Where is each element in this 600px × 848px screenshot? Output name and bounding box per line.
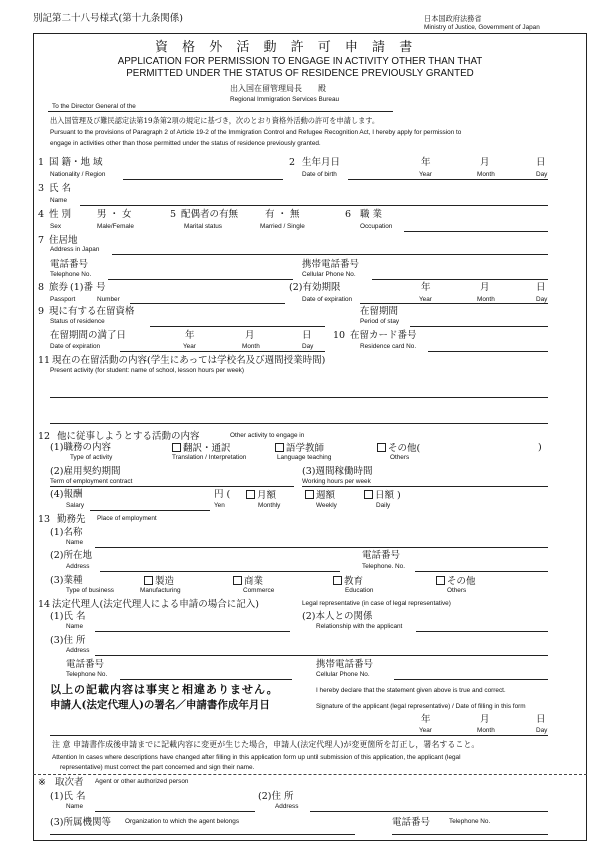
dob-month-en: Month: [477, 171, 495, 178]
occupation-en: Occupation: [360, 223, 393, 230]
employment-label: 勤務先: [57, 514, 86, 525]
emp-name-en: Name: [66, 539, 84, 546]
sex-options-en: Male/Female: [97, 223, 134, 230]
rep-cell-label: 携帯電話番号: [316, 659, 374, 670]
card-field[interactable]: [428, 351, 548, 352]
opt-language[interactable]: [275, 443, 324, 454]
rep-name-field[interactable]: [95, 631, 290, 632]
telephone-field[interactable]: [108, 279, 293, 280]
dob-year-jp: 年: [421, 157, 431, 168]
emp-tel-en: Telephone. No.: [362, 563, 405, 570]
period-en: Period of stay: [360, 318, 400, 325]
opt-monthly[interactable]: [246, 490, 276, 501]
opt1-label: 翻訳・通訳: [183, 443, 231, 454]
opt-weekly[interactable]: [305, 490, 335, 501]
declaration-en: I hereby declare that the statement given above is true and correct.: [316, 687, 506, 694]
marital-num: 5: [170, 209, 177, 220]
bureau-en: Regional Immigration Services Bureau: [230, 96, 340, 103]
rep-rel-en: Relationship with the applicant: [316, 623, 403, 630]
checkbox-commerce[interactable]: [233, 576, 242, 585]
daily-en: Daily: [376, 502, 391, 509]
bureau-jp: 出入国在留管理局長 殿: [230, 84, 326, 93]
agent-en: Agent or other authorized person: [95, 778, 189, 785]
sig-month-en: Month: [477, 727, 495, 734]
cellular-field[interactable]: [372, 279, 548, 280]
expiry-field[interactable]: [120, 351, 325, 352]
agent-name-field[interactable]: [95, 811, 255, 812]
emp-addr-field[interactable]: [100, 571, 340, 572]
signature-en: Signature of the applicant (legal representative) / Date of filling in this form: [316, 703, 526, 710]
opt1-en: Translation / Interpretation: [172, 454, 247, 461]
b4-label: その他: [447, 576, 476, 587]
name-field[interactable]: [80, 205, 548, 206]
checkbox-manufacturing[interactable]: [144, 576, 153, 585]
nationality-num: 1: [38, 157, 45, 168]
checkbox-weekly[interactable]: [305, 490, 314, 499]
title-en-1: APPLICATION FOR PERMISSION TO ENGAGE IN ACTIVITY OTHER THAN THAT: [117, 56, 483, 67]
b2-en: Commerce: [243, 587, 275, 594]
signature-jp: 申請人(法定代理人)の署名／申請書作成年月日: [50, 699, 270, 711]
pp-year-jp: 年: [421, 282, 431, 293]
b3-en: Education: [345, 587, 374, 594]
checkbox-translation[interactable]: [172, 443, 181, 452]
rep-addr-field[interactable]: [95, 655, 548, 656]
addressee-line: [48, 111, 393, 112]
card-num: 10: [333, 330, 346, 341]
emp-name-label: (1)名称: [50, 527, 83, 538]
dob-year-en: Year: [419, 171, 432, 178]
name-en: Name: [50, 197, 68, 204]
sex-options[interactable]: 男 ・ 女: [97, 209, 132, 220]
passport-number-en: Number: [97, 296, 120, 303]
exp-year-en: Year: [183, 343, 196, 350]
term-en: Term of employment contract: [50, 478, 133, 485]
dob-day-jp: 日: [536, 157, 546, 168]
legal-en: Legal representative (in case of legal representative): [302, 600, 451, 607]
ministry-en: Ministry of Justice, Government of Japan: [424, 24, 540, 31]
present-field-1[interactable]: [50, 397, 548, 398]
attention-en-2: representative) must correct the part concerned and sign their name.: [60, 764, 255, 771]
checkbox-language[interactable]: [275, 443, 284, 452]
expiry-en: Date of expiration: [50, 343, 101, 350]
opt2-label: 語学教師: [286, 443, 325, 454]
attention-jp: 注 意 申請書作成後申請までに記載内容に変更が生じた場合，申請人(法定代理人)が変更箇所を訂正し，署名すること。: [52, 740, 480, 749]
attention-en-1: Attention In cases where descriptions have changed after filling in this application form up until submission of this application, the applicant (legal: [52, 754, 461, 761]
emp-name-field[interactable]: [95, 547, 548, 548]
pp-day-jp: 日: [536, 282, 546, 293]
rep-tel-field[interactable]: [120, 679, 292, 680]
present-field-2[interactable]: [50, 423, 548, 424]
status-label: 現に有する在留資格: [49, 306, 135, 317]
status-num: 9: [38, 306, 45, 317]
exp-day-en: Day: [302, 343, 314, 350]
biz-manufacturing[interactable]: [144, 576, 174, 587]
agent-label: 取次者: [55, 777, 84, 788]
nationality-field[interactable]: [123, 179, 283, 180]
legal-label: 法定代理人(法定代理人による申請の場合に記入): [52, 599, 259, 610]
dob-label: 生年月日: [302, 157, 341, 168]
title-en-2: PERMITTED UNDER THE STATUS OF RESIDENCE PREVIOUSLY GRANTED: [126, 68, 474, 79]
biz-commerce[interactable]: [233, 576, 263, 587]
rep-addr-en: Address: [66, 647, 90, 654]
sig-day-en: Day: [536, 727, 548, 734]
nationality-en: Nationality / Region: [50, 171, 106, 178]
agent-name-label: (1)氏 名: [50, 791, 86, 802]
rep-rel-field[interactable]: [416, 631, 548, 632]
salary-en: Salary: [66, 502, 85, 509]
cellular-label: 携帯電話番号: [302, 259, 360, 270]
emp-tel-field[interactable]: [415, 571, 548, 572]
agent-addr-field[interactable]: [310, 811, 548, 812]
biz-label: (3)業種: [50, 575, 83, 586]
dob-en: Date of birth: [302, 171, 337, 178]
address-num: 7: [38, 235, 45, 246]
dob-num: 2: [289, 157, 296, 168]
nationality-label: 国 籍・地 域: [49, 157, 103, 168]
passport-number-label: (1)番 号: [70, 282, 106, 293]
opt3-en: Others: [390, 454, 410, 461]
passport-expiry-en: Date of expiration: [302, 296, 353, 303]
term-label: (2)雇用契約期間: [50, 466, 121, 477]
card-label: 在留カード番号: [350, 330, 417, 341]
marital-label: 配偶者の有無: [181, 209, 239, 220]
opt2-en: Language teaching: [277, 454, 332, 461]
form-number: 別記第二十八号様式(第十九条関係): [33, 13, 183, 24]
checkbox-others[interactable]: [377, 443, 386, 452]
exp-month-en: Month: [242, 343, 260, 350]
emp-tel-label: 電話番号: [362, 550, 401, 561]
agent-tel-field[interactable]: [392, 834, 548, 835]
checkbox-biz-others[interactable]: [436, 576, 445, 585]
opt-others[interactable]: [377, 443, 420, 454]
hours-en: Working hours per week: [302, 478, 371, 485]
passport-expiry-field[interactable]: [360, 303, 548, 304]
period-label: 在留期間: [360, 306, 399, 317]
dob-day-en: Day: [536, 171, 548, 178]
period-field[interactable]: [410, 326, 548, 327]
occupation-label: 職 業: [360, 209, 383, 220]
passport-expiry-label: (2)有効期限: [289, 282, 341, 293]
sex-en: Sex: [50, 223, 62, 230]
agent-name-en: Name: [66, 803, 84, 810]
agent-addr-en: Address: [275, 803, 299, 810]
rep-cell-en: Cellular Phone No.: [316, 671, 370, 678]
rep-cell-field[interactable]: [394, 679, 548, 680]
weekly-label: 週額: [316, 490, 336, 501]
checkbox-monthly[interactable]: [246, 490, 255, 499]
intro-jp: 出入国管理及び難民認定法第19条第2項の規定に基づき，次のとおり資格外活動の許可を申請します。: [50, 116, 380, 125]
signature-field[interactable]: [50, 735, 548, 736]
agent-tel-label: 電話番号: [392, 817, 431, 828]
other-label: 他に従事しようとする活動の内容: [57, 431, 200, 442]
agent-mark: ※: [38, 777, 46, 788]
pp-year-en: Year: [419, 296, 432, 303]
sig-month-jp: 月: [480, 714, 490, 725]
dob-month-jp: 月: [480, 157, 490, 168]
passport-number-field[interactable]: [130, 303, 285, 304]
biz-en: Type of business: [66, 587, 114, 594]
yen-label: 円 (: [214, 489, 231, 500]
telephone-label: 電話番号: [50, 259, 89, 270]
yen-en: Yen: [214, 502, 225, 509]
emp-addr-label: (2)所在地: [50, 550, 92, 561]
addressee-en: To the Director General of the: [52, 103, 136, 110]
sex-num: 4: [38, 209, 45, 220]
status-en: Status of residence: [50, 318, 105, 325]
other-en: Other activity to engage in: [230, 432, 305, 439]
occupation-field[interactable]: [404, 231, 548, 232]
b2-label: 商業: [244, 576, 264, 587]
b1-en: Manufacturing: [140, 587, 181, 594]
agent-org-field[interactable]: [50, 834, 355, 835]
passport-en: Passport: [50, 296, 76, 303]
biz-others[interactable]: [436, 576, 476, 587]
name-num: 3: [38, 183, 45, 194]
salary-label: (4)報酬: [50, 489, 83, 500]
type-en: Type of activity: [70, 454, 113, 461]
address-en: Address in Japan: [50, 246, 100, 253]
title-jp: 資 格 外 活 動 許 可 申 請 書: [155, 40, 418, 55]
b1-label: 製造: [155, 576, 175, 587]
rep-addr-label: (3)住 所: [50, 635, 86, 646]
marital-options[interactable]: 有 ・ 無: [265, 209, 300, 220]
intro-en-1: Pursuant to the provisions of Paragraph 2 of Article 19-2 of the Immigration Control and Refugee Recognition Act, I hereby apply for permission to: [50, 129, 462, 136]
opt-daily[interactable]: [364, 490, 401, 501]
declaration-jp: 以上の記載内容は事実と相違ありません。: [50, 683, 279, 696]
hours-field[interactable]: [302, 486, 548, 487]
sig-year-en: Year: [419, 727, 432, 734]
passport-label: 旅券: [49, 282, 69, 293]
expiry-label: 在留期間の満了日: [50, 330, 127, 341]
agent-tel-en: Telephone No.: [449, 818, 491, 825]
telephone-en: Telephone No.: [50, 271, 92, 278]
b4-en: Others: [447, 587, 467, 594]
passport-num: 8: [38, 282, 45, 293]
employment-en: Place of employment: [97, 515, 157, 522]
monthly-en: Monthly: [258, 502, 281, 509]
emp-addr-en: Address: [66, 563, 90, 570]
present-num: 11: [38, 355, 51, 366]
rep-name-label: (1)氏 名: [50, 611, 86, 622]
salary-field[interactable]: [90, 510, 210, 511]
opt-translation[interactable]: [172, 443, 231, 454]
opt3-label: その他(: [388, 443, 421, 454]
rep-tel-en: Telephone No.: [66, 671, 108, 678]
pp-day-en: Day: [536, 296, 548, 303]
weekly-en: Weekly: [316, 502, 337, 509]
exp-year-jp: 年: [185, 330, 195, 341]
exp-day-jp: 日: [302, 330, 312, 341]
ministry-jp: 日本国政府法務省: [424, 14, 482, 23]
status-field[interactable]: [150, 326, 325, 327]
pp-month-jp: 月: [480, 282, 490, 293]
dob-field[interactable]: [348, 179, 548, 180]
biz-education[interactable]: [333, 576, 363, 587]
sig-year-jp: 年: [421, 714, 431, 725]
pp-month-en: Month: [477, 296, 495, 303]
type-label: (1)職務の内容: [50, 442, 111, 453]
sex-label: 性 別: [49, 209, 72, 220]
name-label: 氏 名: [49, 183, 72, 194]
rep-rel-label: (2)本人との関係: [302, 611, 373, 622]
rep-tel-label: 電話番号: [66, 659, 105, 670]
b3-label: 教育: [344, 576, 364, 587]
present-label: 現在の在留活動の内容(学生にあっては学校名及び週間授業時間): [52, 355, 326, 366]
marital-options-en: Married / Single: [260, 223, 305, 230]
employment-num: 13: [38, 514, 51, 525]
agent-org-label: (3)所属機関等: [50, 817, 111, 828]
occupation-num: 6: [345, 209, 352, 220]
hours-label: (3)週間稼働時間: [302, 466, 373, 477]
sig-day-jp: 日: [536, 714, 546, 725]
agent-addr-label: (2)住 所: [258, 791, 294, 802]
term-field[interactable]: [50, 486, 294, 487]
exp-month-jp: 月: [245, 330, 255, 341]
checkbox-daily[interactable]: [364, 490, 373, 499]
address-field[interactable]: [112, 254, 548, 255]
checkbox-education[interactable]: [333, 576, 342, 585]
address-label: 住居地: [49, 235, 78, 246]
agent-org-en: Organization to which the agent belongs: [125, 818, 240, 825]
agent-divider: [33, 774, 587, 775]
other-num: 12: [38, 431, 51, 442]
marital-en: Marital status: [184, 223, 223, 230]
opt3-close: ): [538, 442, 542, 453]
monthly-label: 月額: [257, 490, 277, 501]
legal-num: 14: [38, 599, 51, 610]
rep-name-en: Name: [66, 623, 84, 630]
present-en: Present activity (for student: name of school, lesson hours per week): [50, 367, 244, 374]
cellular-en: Cellular Phone No.: [302, 271, 356, 278]
intro-en-2: engage in activities other than those permitted under the status of residence previously granted.: [50, 140, 321, 147]
card-en: Residence card No.: [360, 343, 417, 350]
daily-label: 日額 ): [375, 490, 401, 501]
